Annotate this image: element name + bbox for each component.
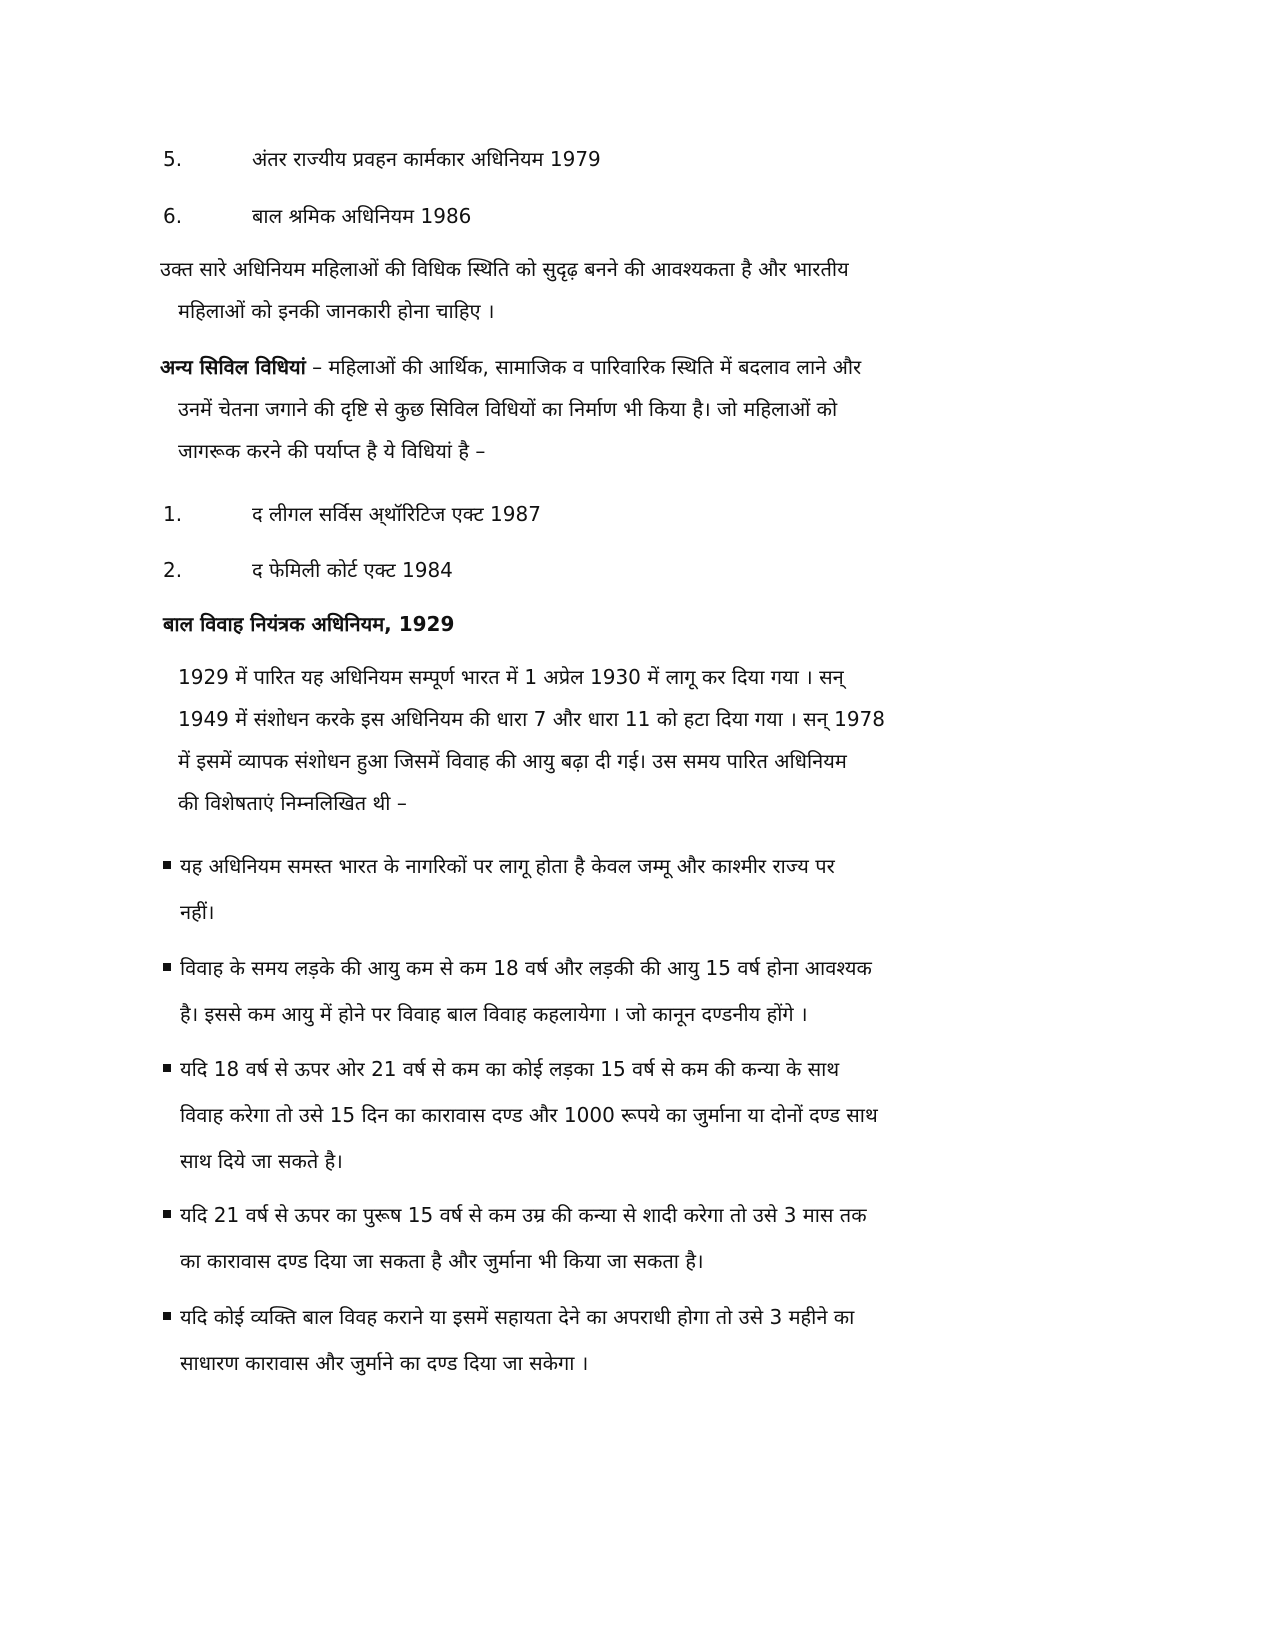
bullet-square-icon (163, 1210, 171, 1218)
bullet-line: यदि 21 वर्ष से ऊपर का पुरूष 15 वर्ष से कम उम्र की कन्या से शादी करेगा तो उसे 3 मास तक (180, 1203, 867, 1227)
bullet-item (163, 1046, 1083, 1184)
paragraph-line: में इसमें व्यापक संशोधन हुआ जिसमें विवाह की आयु बढ़ा दी गई। उस समय पारित अधिनियम (178, 749, 847, 773)
list-item (163, 145, 1083, 172)
bullet-line: यह अधिनियम समस्त भारत के नागरिकों पर लागू होता है केवल जम्मू और काश्मीर राज्य पर (180, 854, 835, 878)
list-item (163, 202, 1083, 229)
bullet-square-icon (163, 963, 171, 971)
paragraph-line: उक्त सारे अधिनियम महिलाओं की विधिक स्थिति को सुदृढ़ बनने की आवश्यकता है और भारतीय (160, 257, 849, 281)
paragraph-civil-laws (160, 346, 1080, 472)
bullet-line: विवाह के समय लड़के की आयु कम से कम 18 वर्ष और लड़की की आयु 15 वर्ष होना आवश्यक (180, 956, 872, 980)
paragraph-line: जागरूक करने की पर्याप्त है ये विधियां है – (178, 439, 486, 463)
bullet-line: है। इससे कम आयु में होने पर विवाह बाल विवाह कहलायेगा । जो कानून दण्डनीय होंगे । (180, 1002, 808, 1026)
list-text: अंतर राज्यीय प्रवहन कार्मकार अधिनियम 1979 (252, 147, 601, 171)
paragraph-line: 1949 में संशोधन करके इस अधिनियम की धारा 7 और धारा 11 को हटा दिया गया । सन् 1978 (178, 707, 886, 731)
bullet-line: यदि कोई व्यक्ति बाल विवह कराने या इसमें सहायता देने का अपराधी होगा तो उसे 3 महीने का (180, 1305, 855, 1329)
list-number: 1. (163, 502, 183, 526)
bullet-line: नहीं। (180, 900, 215, 924)
list-item (163, 500, 1083, 527)
bold-lead: अन्य सिविल विधियां (160, 355, 306, 379)
paragraph-summary (160, 248, 1080, 332)
paragraph-line: उनमें चेतना जगाने की दृष्टि से कुछ सिविल विधियों का निर्माण भी किया है। जो महिलाओं को (178, 397, 838, 421)
bullet-square-icon (163, 861, 171, 869)
list-number: 2. (163, 558, 183, 582)
list-number: 5. (163, 147, 183, 171)
section-heading: बाल विवाह नियंत्रक अधिनियम, 1929 (163, 612, 455, 636)
bullet-line: का कारावास दण्ड दिया जा सकता है और जुर्माना भी किया जा सकता है। (180, 1249, 704, 1273)
paragraph-line: अन्य सिविल विधियां – महिलाओं की आर्थिक, सामाजिक व पारिवारिक स्थिति में बदलाव लाने और (160, 355, 862, 379)
bullet-square-icon (163, 1312, 171, 1320)
bullet-item (163, 843, 1083, 935)
bullet-item (163, 1192, 1083, 1284)
list-number: 6. (163, 204, 183, 228)
paragraph-line: महिलाओं को इनकी जानकारी होना चाहिए । (178, 299, 495, 323)
bullet-line: विवाह करेगा तो उसे 15 दिन का कारावास दण्ड और 1000 रूपये का जुर्माना या दोनों दण्ड साथ (180, 1103, 878, 1127)
paragraph-act-intro (178, 656, 1036, 824)
bullet-item (163, 945, 1083, 1037)
list-text: बाल श्रमिक अधिनियम 1986 (252, 204, 472, 228)
paragraph-line: 1929 में पारित यह अधिनियम सम्पूर्ण भारत में 1 अप्रेल 1930 में लागू कर दिया गया । सन् (178, 665, 844, 689)
bullet-line: साधारण कारावास और जुर्माने का दण्ड दिया जा सकेगा । (180, 1351, 589, 1375)
bullet-line: यदि 18 वर्ष से ऊपर ओर 21 वर्ष से कम का कोई लड़का 15 वर्ष से कम की कन्या के साथ (180, 1057, 840, 1081)
list-item (163, 556, 1083, 583)
bullet-square-icon (163, 1064, 171, 1072)
bullet-item (163, 1294, 1083, 1386)
list-text: द लीगल सर्विस अ्थॉरिटिज एक्ट 1987 (252, 502, 541, 526)
bullet-line: साथ दिये जा सकते है। (180, 1149, 343, 1173)
paragraph-line: की विशेषताएं निम्नलिखित थी – (178, 791, 407, 815)
list-text: द फेमिली कोर्ट एक्ट 1984 (252, 558, 453, 582)
